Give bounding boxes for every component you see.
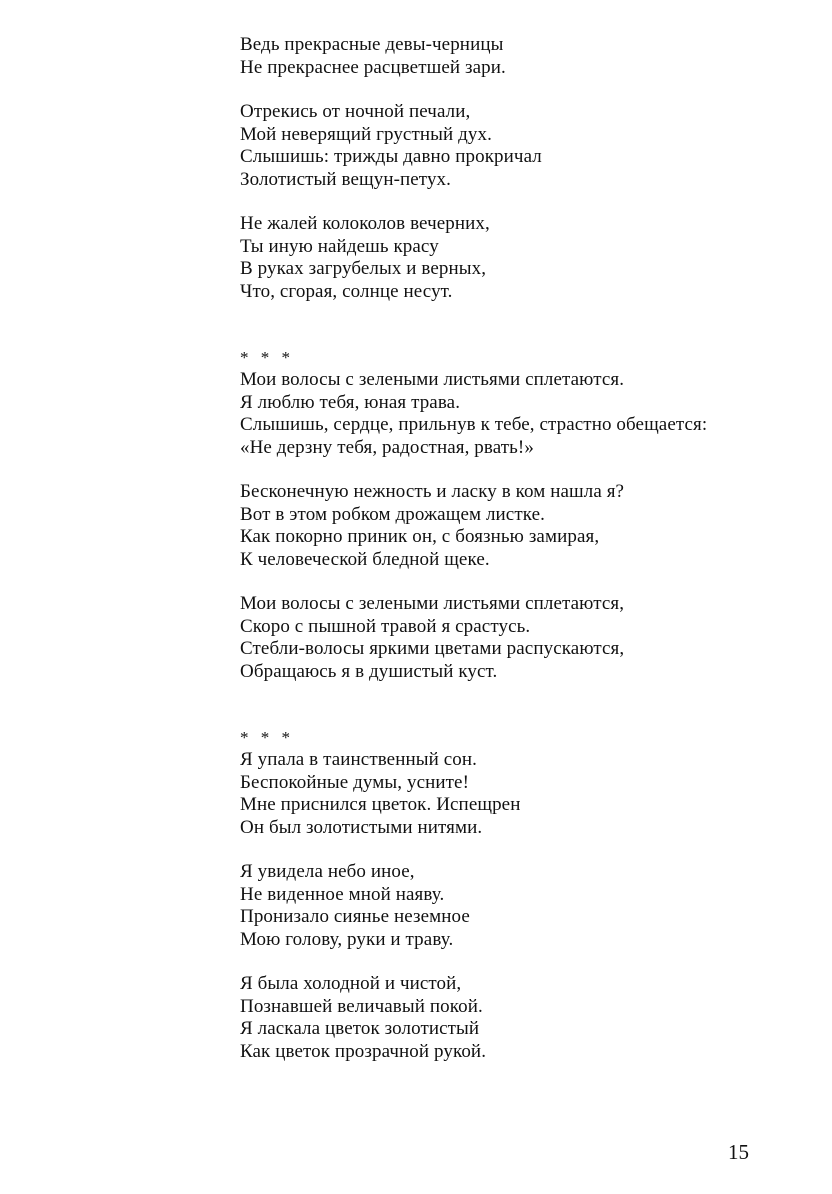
poem-separator: * * * <box>240 728 294 747</box>
poem-line: Ты иную найдешь красу <box>240 235 439 257</box>
poem-line: Мои волосы с зелеными листьями сплетаются. <box>240 369 625 390</box>
poem-line: К человеческой бледной щеке. <box>240 548 490 570</box>
poem-line: Слышишь: трижды давно прокричал <box>240 146 542 167</box>
poem-line: Бесконечную нежность и ласку в ком нашла я? <box>240 481 625 502</box>
poem-column <box>240 34 800 1085</box>
poem-line: Скоро с пышной травой я срастусь. <box>240 615 531 637</box>
poem-line: Я ласкала цветок золотистый <box>240 1018 480 1039</box>
poem-line: Как цветок прозрачной рукой. <box>240 1040 487 1062</box>
poem-line: Не жалей колоколов вечерних, <box>240 213 490 234</box>
poem-2 <box>240 347 800 683</box>
poem-line: Золотистый вещун-петух. <box>240 168 452 190</box>
poem-3 <box>240 727 800 1063</box>
poem-line: Слышишь, сердце, прильнув к тебе, страстно обещается: <box>240 414 708 435</box>
poem-line: Пронизало сиянье неземное <box>240 906 470 927</box>
poem-line: Отрекись от ночной печали, <box>240 101 471 122</box>
poem-line: Стебли-волосы яркими цветами распускаются, <box>240 638 625 659</box>
stanza <box>240 213 800 303</box>
stanza <box>240 749 800 839</box>
stanza <box>240 593 800 683</box>
poem-line: Ведь прекрасные девы-черницы <box>240 34 504 55</box>
poem-line: В руках загрубелых и верных, <box>240 258 487 279</box>
poem-1 <box>240 34 800 303</box>
poem-line: Мой неверящий грустный дух. <box>240 123 492 145</box>
spacer <box>240 325 800 347</box>
poem-line: Вот в этом робком дрожащем листке. <box>240 503 545 525</box>
poem-line: Не виденное мной наяву. <box>240 883 445 905</box>
poem-line: Мою голову, руки и траву. <box>240 928 454 950</box>
stanza <box>240 369 800 459</box>
poem-line: Я люблю тебя, юная трава. <box>240 391 461 413</box>
stanza <box>240 481 800 571</box>
poem-separator: * * * <box>240 348 294 367</box>
poem-line: «Не дерзну тебя, радостная, рвать!» <box>240 436 534 458</box>
spacer <box>240 705 800 727</box>
poem-line: Беспокойные думы, усните! <box>240 771 470 793</box>
poem-line: Я увидела небо иное, <box>240 861 415 882</box>
stanza <box>240 973 800 1063</box>
poem-line: Не прекраснее расцветшей зари. <box>240 56 506 78</box>
stanza <box>240 34 800 79</box>
poem-line: Как покорно приник он, с боязнью замирая, <box>240 526 600 547</box>
poem-line: Я была холодной и чистой, <box>240 973 462 994</box>
poem-line: Я упала в таинственный сон. <box>240 749 477 770</box>
poem-line: Что, сгорая, солнце несут. <box>240 280 453 302</box>
poem-line: Познавшей величавый покой. <box>240 995 483 1017</box>
stanza <box>240 861 800 951</box>
poem-line: Мне приснился цветок. Испещрен <box>240 794 521 815</box>
page-number: 15 <box>728 1140 749 1164</box>
poem-line: Он был золотистыми нитями. <box>240 816 483 838</box>
stanza <box>240 101 800 191</box>
poem-line: Обращаюсь я в душистый куст. <box>240 660 498 682</box>
poem-line: Мои волосы с зелеными листьями сплетаются, <box>240 593 625 614</box>
